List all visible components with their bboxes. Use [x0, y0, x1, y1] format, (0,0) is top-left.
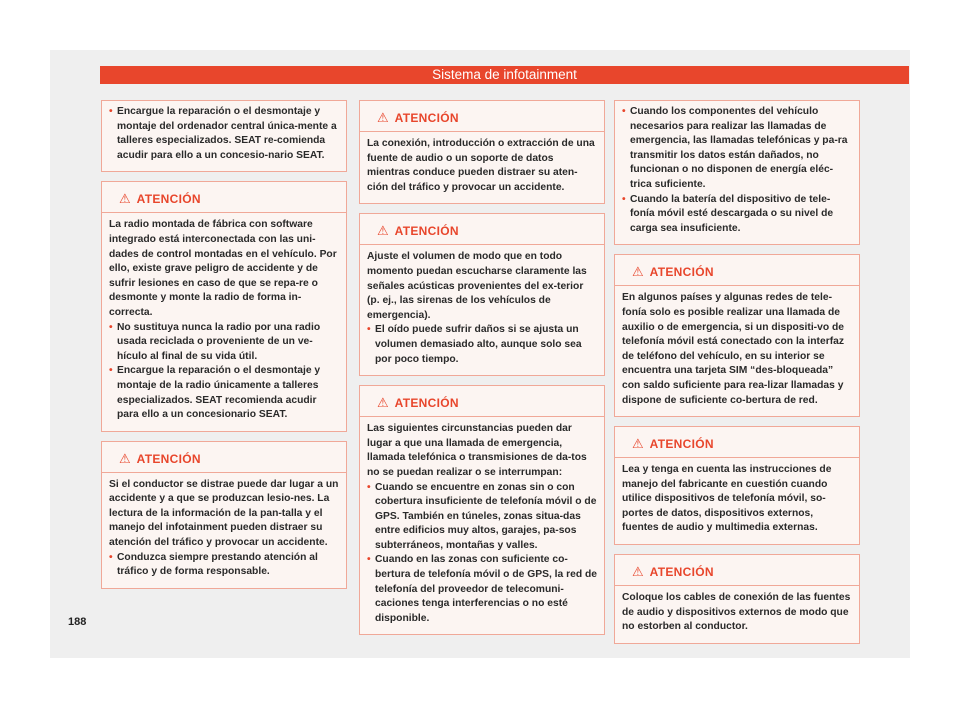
warning-box [359, 100, 605, 204]
warning-title: ATENCIÓN [649, 565, 714, 580]
paragraph-list [109, 478, 339, 580]
bullet-item: • Cuando se encuentre en zonas sin o con cobertura insuficiente de telefonía móvil o de GPS. También en túneles, zonas situa-das entre edificios muy altos, garajes, pa-sos subterráneos, montañas y valles. [367, 481, 597, 554]
paragraph: Lea y tenga en cuenta las instrucciones de manejo del fabricante en cuestión cuando utilice dispositivos de telefonía móvil, so-portes de datos, dispositivos externos, fuentes de audio y multimedia externas. [622, 464, 832, 534]
paragraph-list [367, 250, 597, 367]
bullet-item: • No sustituya nunca la radio por una radio usada reciclada o proveniente de un ve-hículo al final de su vida útil. [109, 321, 339, 365]
warning-triangle-icon: ⚠ [377, 110, 389, 125]
paragraph: La conexión, introducción o extracción de una fuente de audio o un soporte de datos mientras conduce pueden distraer su aten-ción del tráfico y provocar un accidente. [367, 138, 595, 193]
page-number: 188 [68, 616, 87, 628]
warning-box [614, 554, 860, 644]
warning-box [614, 426, 860, 545]
warning-divider [615, 285, 859, 286]
paragraph: Ajuste el volumen de modo que en todo momento puedan escucharse claramente las señales acústicas provenientes del ex-terior (p. ej., las sirenas de los vehículos de emergencia). [367, 251, 587, 321]
paragraph-list [367, 137, 597, 195]
warning-header [632, 437, 852, 451]
paragraph-list [622, 105, 852, 236]
text-box [101, 100, 347, 172]
section-header: Sistema de infotainment [100, 66, 909, 84]
paragraph-list [109, 105, 339, 163]
paragraph: Si el conductor se distrae puede dar lugar a un accidente y a que se produzcan lesio-nes. La lectura de la información de la pan-talla y el manejo del infotainment pueden distraer su atención del tráfico y provocar un accidente. [109, 478, 339, 549]
bullet-item: • Cuando en las zonas con suficiente co-bertura de telefonía móvil o de GPS, la red de telefonía del proveedor de telecomuni-caciones tenga interferencias o no esté disponible. [367, 553, 597, 626]
paragraph-list [367, 422, 597, 626]
bullet-item: • Conduzca siempre prestando atención al tráfico y de forma responsable. [109, 551, 339, 580]
warning-divider [360, 416, 604, 417]
bullet-item: • Encargue la reparación o el desmontaje y montaje del ordenador central única-mente a talleres especializados. SEAT re-comienda acudir para ello a un concesio-nario SEAT. [109, 105, 339, 163]
warning-title: ATENCIÓN [394, 224, 459, 239]
warning-divider [360, 131, 604, 132]
warning-header [377, 396, 597, 410]
warning-header [377, 111, 597, 125]
warning-triangle-icon: ⚠ [377, 223, 389, 239]
paragraph: La radio montada de fábrica con software integrado está interconectada con las uni-dades de control montadas en el vehículo. Por ello, existe grave peligro de accidente y de sufrir lesiones en caso de que se repa-re o desmonte y monte la radio de forma in-correcta. [109, 219, 337, 318]
paragraph-list [622, 591, 852, 635]
warning-title: ATENCIÓN [394, 396, 459, 411]
warning-triangle-icon: ⚠ [632, 264, 644, 280]
warning-triangle-icon: ⚠ [119, 191, 131, 207]
warning-header [377, 224, 597, 238]
warning-divider [102, 212, 346, 213]
warning-box [101, 441, 347, 589]
bullet-item: • Encargue la reparación o el desmontaje y montaje de la radio únicamente a talleres especializados. SEAT recomienda acudir para ello a un concesionario SEAT. [109, 364, 339, 422]
warning-triangle-icon: ⚠ [377, 395, 389, 411]
warning-title: ATENCIÓN [649, 265, 714, 280]
warning-divider [360, 244, 604, 245]
warning-triangle-icon: ⚠ [632, 564, 644, 580]
paragraph-list [109, 218, 339, 422]
warning-title: ATENCIÓN [394, 111, 459, 125]
warning-title: ATENCIÓN [649, 437, 714, 452]
bullet-item: • Cuando los componentes del vehículo necesarios para realizar las llamadas de emergencia, las llamadas telefónicas y pa-ra transmitir los datos están dañados, no funcionan o no disponen de energía eléc-trica suficiente. [622, 105, 852, 193]
warning-box [359, 213, 605, 376]
paragraph: Las siguientes circunstancias pueden dar lugar a que una llamada de emergencia, llamada telefónica o transmisiones de da-tos no se puedan realizar o se interrumpan: [367, 423, 587, 478]
warning-header [632, 265, 852, 279]
warning-divider [615, 585, 859, 586]
column-left [101, 100, 347, 598]
paragraph-list [622, 291, 852, 408]
warning-divider [615, 457, 859, 458]
page-sheet [50, 50, 910, 658]
warning-header [119, 192, 339, 206]
column-right [614, 100, 860, 653]
warning-header [632, 565, 852, 579]
warning-triangle-icon: ⚠ [119, 450, 131, 466]
text-box [614, 100, 860, 245]
bullet-item: • Cuando la batería del dispositivo de tele-fonía móvil esté descargada o su nivel de carga sea insuficiente. [622, 193, 852, 237]
column-middle [359, 100, 605, 644]
warning-box [614, 254, 860, 417]
warning-divider [102, 472, 346, 473]
warning-header [119, 452, 339, 466]
paragraph: Coloque los cables de conexión de las fuentes de audio y dispositivos externos de modo que no estorben al conductor. [622, 592, 851, 633]
paragraph-list [622, 463, 852, 536]
warning-box [101, 181, 347, 431]
warning-title: ATENCIÓN [136, 192, 201, 207]
warning-triangle-icon: ⚠ [632, 436, 644, 452]
warning-title: ATENCIÓN [136, 451, 201, 466]
bullet-item: • El oído puede sufrir daños si se ajusta un volumen demasiado alto, aunque solo sea por poco tiempo. [367, 323, 597, 367]
warning-box [359, 385, 605, 635]
paragraph: En algunos países y algunas redes de tele-fonía solo es posible realizar una llamada de auxilio o de emergencia, si un dispositi-vo de telefonía móvil está conectado con la interfaz de teléfono del vehículo, en su interior se encuentra una tarjeta SIM “des-bloqueada” con saldo suficiente para rea-lizar llamadas y dispone de suficiente co-bertura de red. [622, 292, 845, 406]
